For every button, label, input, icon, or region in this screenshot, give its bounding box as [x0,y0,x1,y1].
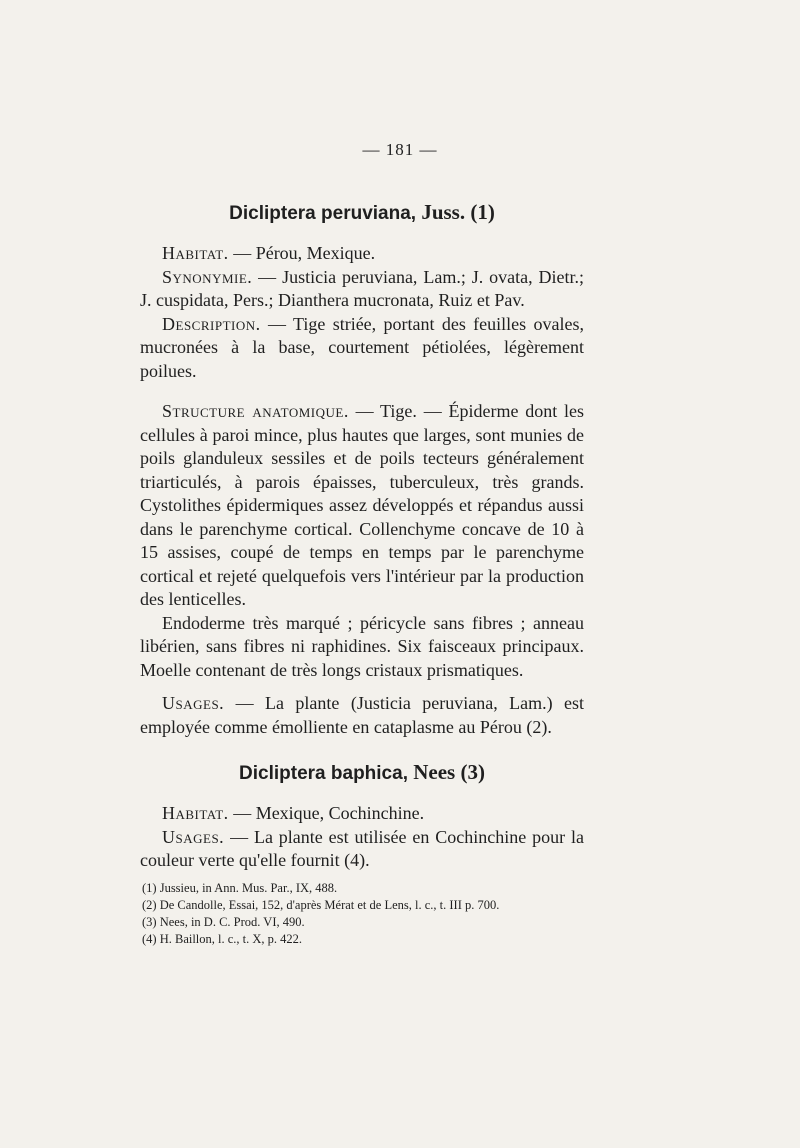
section-dicliptera-peruviana [140,200,584,225]
heading-author: Juss. [416,200,471,224]
heading2-genus: Dicliptera baphica, [239,763,408,784]
usages-label: Usages. [162,693,225,713]
synonymie-label: Synonymie. [162,266,253,287]
heading2-author: Nees [407,760,461,784]
habitat2-text: — Mexique, Cochinchine. [228,803,425,823]
habitat-label: Habitat. [162,243,229,263]
structure-paragraph-2: Endoderme très marqué ; péricycle sans fibres ; anneau libérien, sans fibres ni raphidines. Six faisceaux principaux. Moelle contenant de très longs cristaux prismatiques. [140,612,584,680]
usages2-label: Usages. [162,826,225,847]
footnote-3: (3) Nees, in D. C. Prod. VI, 490. [142,915,305,929]
section1-body [140,242,584,383]
page-number: — 181 — [362,140,438,159]
synonymie-text: — Justicia peruviana, Lam.; J. ovata, Dietr.; J. cuspidata, Pers.; Dianthera mucronata, Ruiz et Pav. [140,266,584,310]
heading-footnote-ref: (1) [470,200,495,224]
footnote-1: (1) Jussieu, in Ann. Mus. Par., IX, 488. [142,881,338,895]
description-text: — Tige striée, portant des feuilles ovales, mucronées à la base, courtement pétiolées, légèrement poilues. [140,313,584,381]
synonymie-paragraph [140,266,584,313]
structure-text: — Tige. — Épiderme dont les cellules à paroi mince, plus hautes que larges, sont munies de poils glanduleux sessiles et de poils tecteurs généralement triarticulés, à parois épaisses, tuberculeux, très grands. Cystolithes épidermiques assez développés et répandus aussi dans le parenchyme cortical. Collenchyme concave de 10 à 15 assises, coupé de temps en temps par le parenchyme cortical et rejeté quelquefois vers l'intérieur par la production des lenticelles. [140,401,584,609]
section2-heading [140,760,584,785]
footnote-4: (4) H. Baillon, l. c., t. X, p. 422. [142,932,303,946]
section-heading [140,200,584,225]
habitat2-label: Habitat. [162,803,229,823]
usages-paragraph [140,692,584,739]
usages2-paragraph [140,826,584,873]
section2-body [140,802,584,873]
heading-genus: Dicliptera peruviana, [229,203,417,224]
habitat-text: — Pérou, Mexique. [228,243,376,263]
heading2-footnote-ref: (3) [460,760,485,784]
habitat2-paragraph [140,802,584,826]
description-label: Description. [162,313,261,334]
footnotes [130,880,594,948]
structure-label: Structure anatomique. [162,401,349,421]
section-dicliptera-baphica [140,760,584,785]
usages2-text: — La plante est utilisée en Cochinchine pour la couleur verte qu'elle fournit (4). [140,826,584,870]
footnote-2: (2) De Candolle, Essai, 152, d'après Mérat et de Lens, l. c., t. III p. 700. [142,898,500,912]
section1-structure [140,400,584,739]
usages-text: — La plante (Justicia peruviana, Lam.) est employée comme émolliente en cataplasme au Pérou (2). [140,693,584,737]
habitat-paragraph [140,242,584,266]
description-paragraph [140,313,584,384]
structure-paragraph [140,400,584,612]
